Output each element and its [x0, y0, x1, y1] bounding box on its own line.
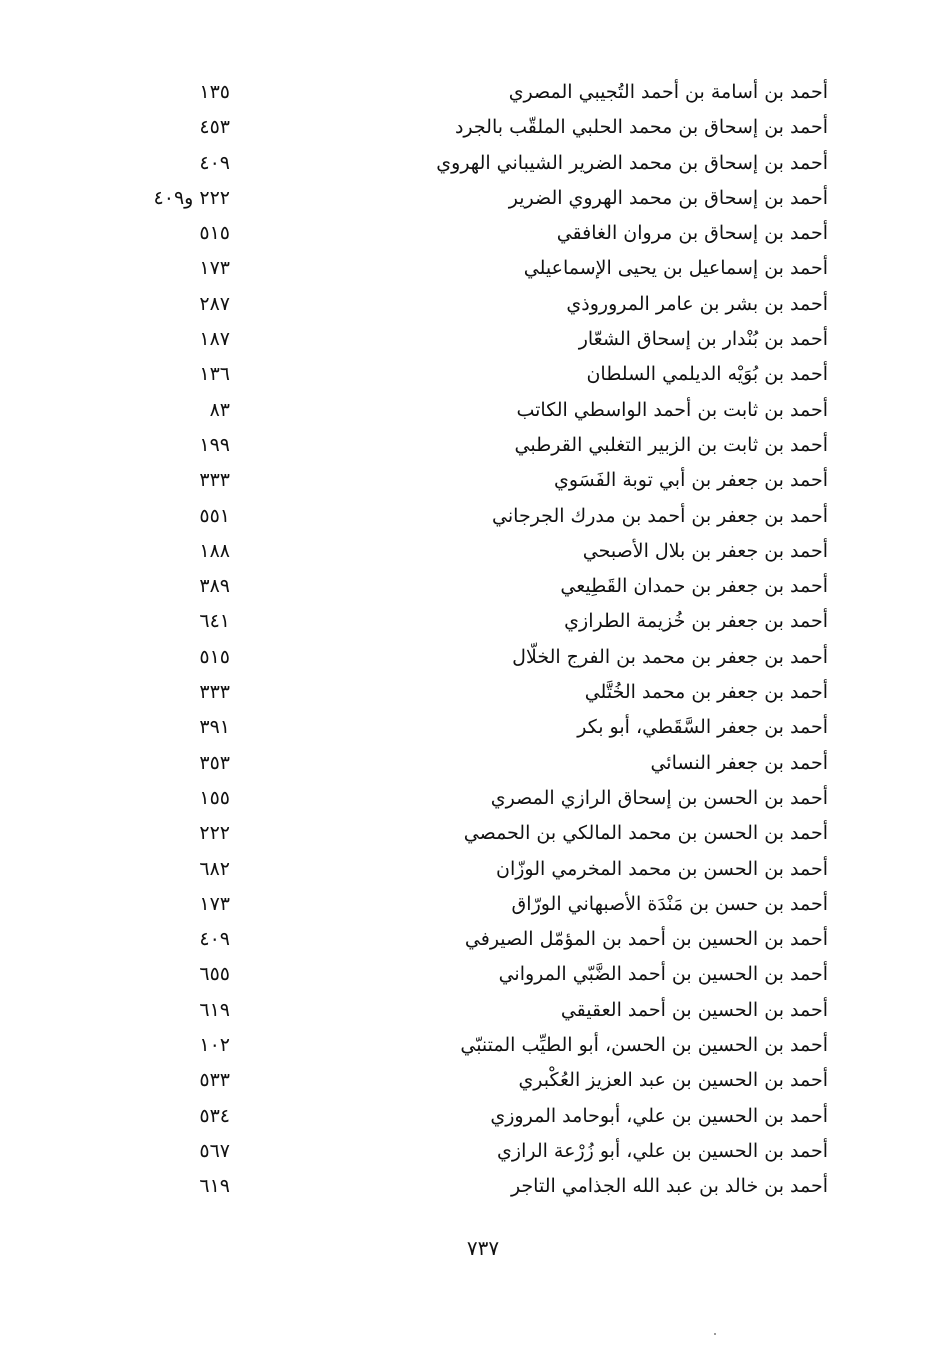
entry-name: أحمد بن الحسن بن محمد المخرمي الوزّان	[496, 857, 828, 880]
entry-name: أحمد بن أسامة بن أحمد التُجيبي المصري	[508, 81, 828, 103]
entry-name: أحمد بن جعفر بن محمد الخُتَّلي	[584, 681, 828, 704]
entry-page-reference: ٥٦٧	[199, 1139, 230, 1162]
entry-name: أحمد بن جعفر بن حمدان القَطِيعي	[560, 575, 828, 598]
entry-name: أحمد بن خالد بن عبد الله الجذامي التاجر	[510, 1175, 828, 1198]
entry-page-reference: ٣٨٩	[199, 575, 230, 598]
index-entry	[100, 394, 830, 429]
entry-name: أحمد بن الحسين بن أحمد العقيقي	[560, 998, 828, 1021]
page-number: ٧٣٧	[466, 1236, 500, 1260]
entry-page-reference: ١٥٥	[199, 786, 230, 809]
entry-page-reference: ٦٥٥	[199, 963, 230, 986]
entry-page-reference: ٦١٩	[199, 1175, 230, 1198]
entry-page-reference: ٢٢٢	[199, 822, 230, 845]
entry-page-reference: ٦٤١	[199, 610, 230, 633]
entry-page-reference: ٣٥٣	[199, 751, 230, 774]
entry-page-reference: ٣٣٣	[199, 469, 230, 492]
entry-page-reference: ٥١٥	[199, 222, 230, 245]
index-entry	[100, 1100, 830, 1135]
index-entry	[100, 605, 830, 640]
entry-name: أحمد بن الحسين بن علي، أبوحامد المروزي	[490, 1104, 828, 1127]
entry-name: أحمد بن الحسين بن أحمد بن المؤمّل الصيرفي	[464, 928, 828, 951]
entry-page-reference: ٢٢٢ و٤٠٩	[153, 186, 230, 209]
entry-name: أحمد بن جعفر السَّقَطي، أبو بكر	[577, 716, 828, 739]
entry-name: أحمد بن إسحاق بن مروان الغافقي	[556, 222, 828, 245]
index-entry	[100, 570, 830, 605]
index-entry	[100, 323, 830, 358]
entry-name: أحمد بن الحسن بن محمد المالكي بن الحمصي	[463, 822, 828, 845]
index-entry	[100, 782, 830, 817]
entry-name: أحمد بن ثابت بن الزبير التغلبي القرطبي	[514, 433, 828, 456]
entry-name: أحمد بن جعفر النسائي	[650, 751, 828, 774]
entry-page-reference: ٦٨٢	[199, 857, 230, 880]
index-entry	[100, 1064, 830, 1099]
entry-page-reference: ٣٩١	[199, 716, 230, 739]
entry-name: أحمد بن إسحاق بن محمد الضرير الشيباني الهروي	[436, 151, 828, 174]
entry-name: أحمد بن الحسين بن علي، أبو زُرْعة الرازي	[497, 1139, 828, 1162]
index-entry	[100, 817, 830, 852]
entry-page-reference: ٤٥٣	[199, 116, 230, 139]
index-entry	[100, 747, 830, 782]
index-entry	[100, 76, 830, 111]
entry-page-reference: ١٧٣	[199, 892, 230, 915]
index-entry	[100, 535, 830, 570]
entry-page-reference: ١٧٣	[199, 257, 230, 280]
entry-name: أحمد بن الحسين بن الحسن، أبو الطيِّب المتنبّي	[460, 1034, 828, 1057]
index-entry	[100, 994, 830, 1029]
entry-page-reference: ١٣٥	[199, 81, 230, 103]
index-entry	[100, 711, 830, 746]
name-index-list	[100, 76, 830, 1206]
entry-page-reference: ٣٣٣	[199, 681, 230, 704]
entry-page-reference: ٢٨٧	[199, 292, 230, 315]
entry-page-reference: ٥١٥	[199, 645, 230, 668]
entry-name: أحمد بن حسن بن مَنْدَة الأصبهاني الورّاق	[511, 892, 828, 915]
index-entry	[100, 358, 830, 393]
entry-page-reference: ٥٣٣	[199, 1069, 230, 1092]
index-entry	[100, 111, 830, 146]
entry-name: أحمد بن جعفر بن محمد بن الفرج الخلّال	[512, 645, 828, 668]
entry-name: أحمد بن بُوَيْه الديلمي السلطان	[586, 363, 828, 386]
index-entry	[100, 182, 830, 217]
entry-page-reference: ١٠٢	[199, 1034, 230, 1057]
index-entry	[100, 923, 830, 958]
entry-page-reference: ١٨٨	[199, 539, 230, 562]
entry-name: أحمد بن بشر بن عامر المروروذي	[566, 292, 828, 315]
index-entry	[100, 1135, 830, 1170]
entry-name: أحمد بن الحسن بن إسحاق الرازي المصري	[490, 786, 828, 809]
index-entry	[100, 288, 830, 323]
entry-name: أحمد بن جعفر بن خُزيمة الطرازي	[564, 610, 828, 633]
index-entry	[100, 853, 830, 888]
index-entry	[100, 147, 830, 182]
index-entry	[100, 217, 830, 252]
entry-name: أحمد بن ثابت بن أحمد الواسطي الكاتب	[516, 398, 828, 421]
entry-name: أحمد بن جعفر بن أحمد بن مدرك الجرجاني	[492, 504, 828, 527]
entry-page-reference: ٥٥١	[199, 504, 230, 527]
entry-page-reference: ٥٣٤	[199, 1104, 230, 1127]
entry-name: أحمد بن إسماعيل بن يحيى الإسماعيلي	[523, 257, 828, 280]
index-entry	[100, 464, 830, 499]
index-entry	[100, 676, 830, 711]
index-entry	[100, 500, 830, 535]
entry-name: أحمد بن جعفر بن أبي توبة الفَسَوي	[553, 469, 828, 492]
index-entry	[100, 1029, 830, 1064]
entry-name: أحمد بن بُنْدار بن إسحاق الشعّار	[578, 328, 828, 351]
entry-name: أحمد بن الحسين بن أحمد الضَّبّي المرواني	[498, 963, 828, 986]
entry-name: أحمد بن جعفر بن بلال الأصبحي	[582, 539, 828, 562]
entry-page-reference: ١٣٦	[199, 363, 230, 386]
entry-name: أحمد بن إسحاق بن محمد الهروي الضرير	[508, 186, 828, 209]
index-entry	[100, 252, 830, 287]
index-entry	[100, 1170, 830, 1205]
index-entry	[100, 429, 830, 464]
entry-name: أحمد بن الحسين بن عبد العزيز العُكْبري	[518, 1069, 828, 1092]
entry-page-reference: ٤٠٩	[199, 151, 230, 174]
index-entry	[100, 888, 830, 923]
entry-page-reference: ١٨٧	[199, 328, 230, 351]
entry-page-reference: ٤٠٩	[199, 928, 230, 951]
index-entry	[100, 641, 830, 676]
entry-page-reference: ٨٣	[209, 398, 230, 421]
entry-page-reference: ٦١٩	[199, 998, 230, 1021]
entry-page-reference: ١٩٩	[199, 433, 230, 456]
entry-name: أحمد بن إسحاق بن محمد الحلبي الملقّب بالجرد	[454, 116, 828, 139]
index-entry	[100, 958, 830, 993]
scan-speck	[714, 1333, 716, 1335]
